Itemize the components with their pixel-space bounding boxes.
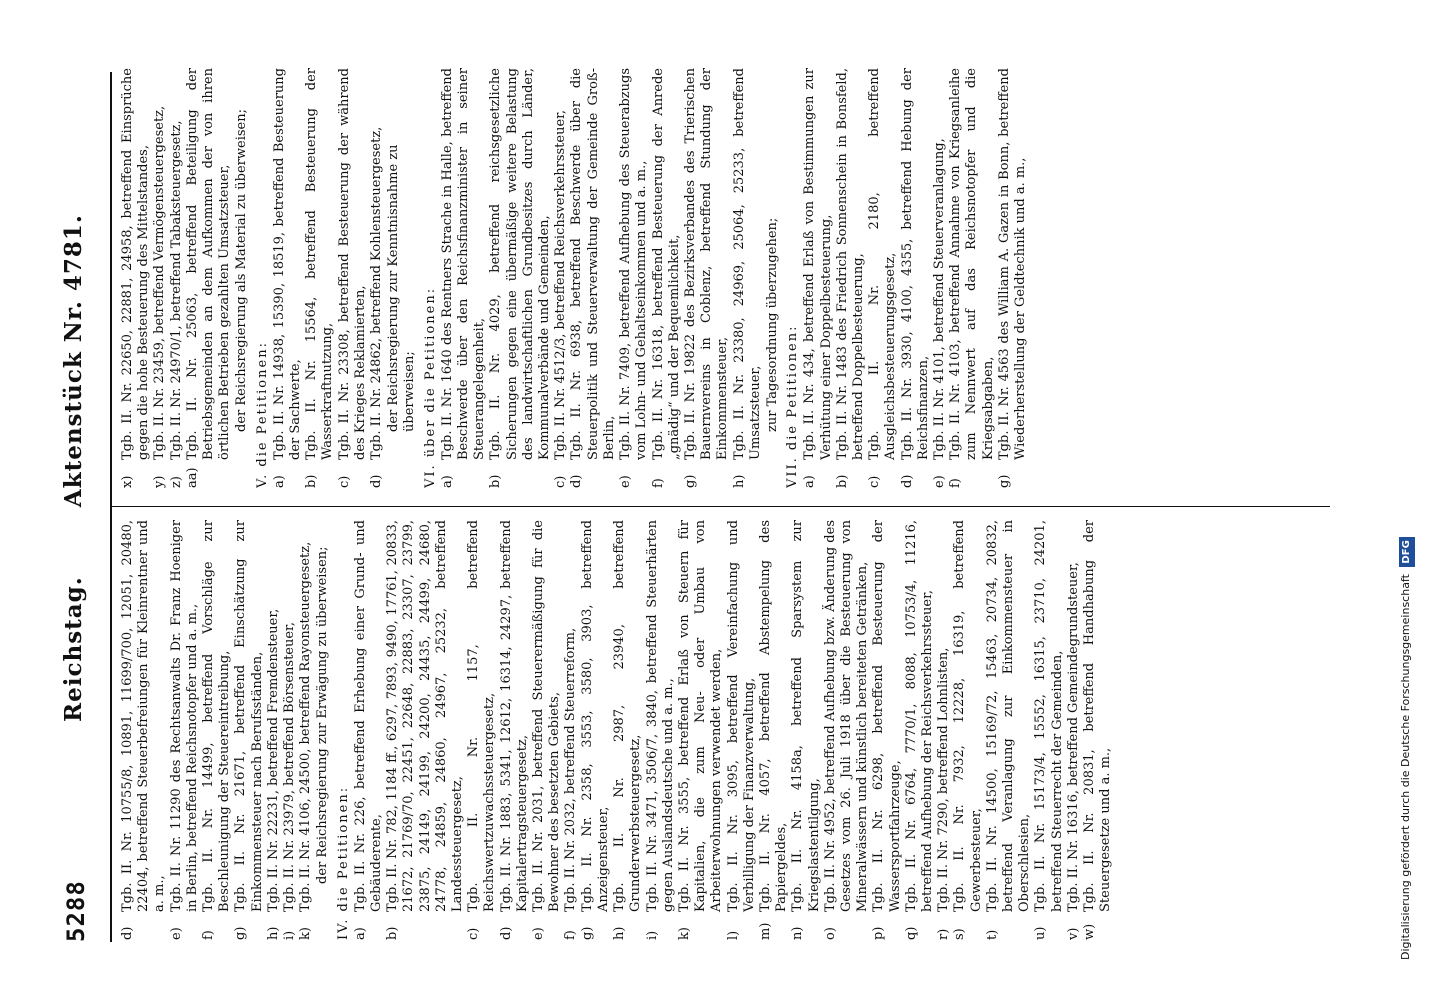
running-title-right: Aktenstück Nr. 4781. (60, 214, 87, 508)
item-text: Tgb. II. Nr. 3930, 4100, 4355, betreffend Hebung der Reichsfinanzen, (899, 68, 931, 460)
item-text: Tgb. II. Nr. 6764, 7770/1, 8088, 10753/4, 11216, betreffend Aufhebung der Reichsverkehrssteuer, (903, 520, 935, 912)
item-label: h) (612, 926, 628, 940)
item-label: c) (867, 475, 883, 488)
item-label: y) (152, 475, 168, 488)
right-note-1: der Reichsregierung als Material zu überweisen; (234, 109, 250, 432)
item-text: Tgb. II. Nr. 14499, betreffend Vorschläge zur Beschleunigung der Steuereintreibung, (201, 520, 233, 912)
item-text: Tgb. II. Nr. 6298, betreffend Besteuerung der Wassersportfahrzeuge, (871, 520, 903, 912)
right-note-2: der Reichsregierung zur Kenntnisnahme zu überweisen; (386, 144, 418, 432)
item-text: Tgb. II. Nr. 4057, betreffend Abstempelung des Papiergeldes, (757, 520, 790, 912)
item-label: e) (618, 475, 634, 488)
item-text: Tgb. II. Nr. 4106, 24500, betreffend Rayonsteuergesetz, (298, 541, 314, 912)
petition-item (466, 520, 498, 940)
item-text: Tgb. II. Nr. 16316, betreffend Gemeindegrundsteuer, (1065, 562, 1081, 912)
petition-item (169, 520, 201, 940)
petition-item (871, 520, 903, 940)
item-label: b) (488, 474, 504, 488)
header-rule (110, 72, 112, 942)
petition-item (531, 520, 563, 940)
item-label: f) (563, 930, 579, 940)
petition-item (499, 520, 531, 940)
item-label: o) (822, 927, 838, 940)
section-v-items (272, 68, 385, 488)
item-text: Tgb. II. Nr. 19822 des Bezirksverbandes des Trierischen Bauernvereins in Coblenz, betreffend Stundung der Einkommensteuer, (682, 68, 731, 460)
item-text: Tgb. II. Nr. 3555, betreffend Erlaß von Steuern für Kapitalien, die zum Neu- oder Umbau von Arbeiterwohnungen verwendet werden, (676, 520, 725, 912)
item-text: Tgb. II. Nr. 2031, betreffend Steuerermäßigung für die Bewohner des besetzten Gebiets, (531, 520, 563, 912)
item-label: u) (1033, 926, 1049, 940)
item-label: v) (1065, 927, 1081, 940)
petition-item (369, 68, 385, 488)
petition-item (337, 68, 369, 488)
item-text: Tgb. II. Nr. 23979, betreffend Börsensteuer, (282, 622, 298, 912)
petition-item (618, 68, 650, 488)
item-text: Tgb. II. Nr. 7409, betreffend Aufhebung des Steuerabzugs vom Lohn- und Gehaltseinkommen und a. m., (618, 68, 650, 460)
item-text: Tgb. II. Nr. 23459, betreffend Vermögensteuergesetz, (152, 105, 168, 460)
item-text: Tgb. II. Nr. 6938, betreffend Beschwerde über die Steuerpolitik und Steuerverwaltung der Gemeinde Groß-Berlin, (569, 68, 617, 460)
item-label: z) (168, 476, 184, 488)
item-text: Tgb. II. Nr. 14938, 15390, 18519, betreffend Besteuerung der Sachwerte, (271, 68, 304, 460)
item-text: Tgb. II. Nr. 22231, betreffend Fremdensteuer, (265, 608, 281, 912)
petition-item (948, 68, 997, 488)
section-vi-items (440, 68, 764, 488)
item-text: Tgb. II. Nr. 4029, betreffend reichsgesetzliche Sicherungen gegen eine übermäßige weitere Belastung des landwirtschaftlichen Grundbesitzes durch Länder, Kommunalverbände und Gemeinden, (488, 68, 553, 460)
item-text: Tgb. II. Nr. 25063, betreffend Beteiligung der Betriebsgemeinden an dem Aufkommen der von ihren örtlichen Betrieben gezahlten Umsatzsteuer, (184, 68, 233, 460)
item-text: Tgb. II. Nr. 4158a, betreffend Sparsystem zur Kriegslastentilgung, (790, 520, 822, 912)
section-vii-items (802, 68, 1029, 488)
section-iv-heading: IV. die Petitionen: (335, 785, 351, 940)
petition-item (867, 68, 899, 488)
petition-item (732, 68, 764, 488)
item-text: Tgb. II. Nr. 7932, 12228, 16319, betreffend Gewerbesteuer, (952, 520, 984, 912)
item-label: d) (120, 926, 135, 940)
item-label: a) (271, 475, 287, 488)
petition-item (233, 520, 265, 940)
item-text: Tgb. II. Nr. 1883, 5341, 12612, 16314, 24297, betreffend Kapitalertragsteuergesetz, (498, 520, 530, 912)
item-label: g) (233, 926, 249, 940)
section-vii-heading: VII. die Petitionen: (785, 324, 801, 488)
item-text: Tgb. II. Nr. 21671, betreffend Einschätzung zur Einkommensteuer nach Berufsständen, (233, 520, 265, 912)
petition-item (985, 520, 1034, 940)
item-label: h) (731, 474, 747, 488)
item-text: Tgb. II. Nr. 15564, betreffend Besteuerung der Wasserkraftnutzung, (304, 68, 336, 460)
item-text: Tgb. II. Nr. 2987, 23940, betreffend Grunderwerbsteuergesetz, (612, 520, 644, 912)
petition-item (272, 68, 304, 488)
item-text: Tgb. II. Nr. 4952, betreffend Aufhebung bzw. Änderung des Gesetzes vom 26. Juli 1918 über die Besteuerung von Mineralwässern und künstlich bereiteten Getränken, (822, 520, 871, 912)
item-text: Tgb. II. Nr. 23380, 24969, 25064, 25233, betreffend Umsatzsteuer, (731, 68, 763, 460)
item-label: g) (682, 474, 698, 488)
petition-item (385, 520, 466, 940)
item-label: a) (352, 927, 368, 940)
petition-item (488, 68, 553, 488)
item-label: c) (466, 927, 482, 940)
item-label: m) (757, 922, 773, 940)
petition-item (120, 68, 152, 488)
item-label: e) (931, 475, 947, 488)
item-label: e) (531, 927, 547, 940)
item-text: Tgb. II. Nr. 226, betreffend Erhebung einer Grund- und Gebäuderente, (352, 520, 385, 912)
digitization-note (1398, 60, 1418, 960)
item-label: h) (265, 926, 281, 940)
item-label: f) (201, 930, 217, 940)
item-label: g) (579, 926, 595, 940)
item-label: l) (725, 930, 741, 940)
petition-item (298, 520, 314, 940)
item-label: r) (936, 928, 952, 940)
petition-item (353, 520, 385, 940)
item-label: b) (385, 926, 401, 940)
left-column (120, 520, 1330, 940)
item-text: Tgb. II. Nr. 434, betreffend Erlaß von Bestimmungen zur Verhütung einer Doppelbesteuerung, (802, 68, 834, 460)
page-header (58, 72, 98, 942)
petition-item (440, 68, 489, 488)
petition-item (651, 68, 683, 488)
petition-item (201, 520, 233, 940)
item-label: t) (984, 929, 1000, 940)
item-text: Tgb. II. Nr. 1157, betreffend Reichswertzuwachssteuergesetz, (466, 520, 498, 912)
item-text: Tgb. II. Nr. 2358, 3553, 3580, 3903, betreffend Anzeigensteuer, (579, 520, 611, 912)
left-items-before (120, 520, 314, 940)
item-label: e) (168, 927, 184, 940)
petition-item (835, 68, 867, 488)
item-text: Tgb. II. Nr. 1640 des Rentners Strache in Halle, betreffend Beschwerde über den Reichsfinanzminister in seiner Steuerangelegenheit, (439, 68, 488, 460)
item-label: a) (439, 475, 455, 488)
item-text: Tgb. II. Nr. 14500, 15169/72, 15463, 20734, 20832, betreffend Veranlagung zur Einkommensteuer in Oberschlesien, (984, 520, 1033, 912)
digitization-text: Digitalisierung gefördert durch die Deutsche Forschungsgemeinschaft (1399, 574, 1412, 960)
dfg-logo: DFG (1399, 537, 1415, 566)
running-title (60, 214, 87, 722)
petition-item (790, 520, 822, 940)
item-label: k) (298, 927, 314, 940)
item-text: Tgb. II. Nr. 22650, 22881, 24958, betreffend Einsprüche gegen die hohe Besteuerung des Mittelstandes, (120, 68, 152, 460)
item-label: g) (996, 474, 1012, 488)
item-text: Tgb. II. Nr. 15173/4, 15552, 16315, 23710, 24201, betreffend Steuerrecht der Gemeinden, (1033, 520, 1065, 912)
right-note-3: zur Tagesordnung überzugehen; (764, 217, 780, 432)
item-label: b) (304, 474, 320, 488)
petition-item (726, 520, 758, 940)
item-label: b) (834, 474, 850, 488)
running-title-left: Reichstag. (60, 576, 87, 722)
item-label: c) (336, 475, 352, 488)
item-text: Tgb. II. Nr. 23308, betreffend Besteuerung der während des Krieges Reklamierten, (336, 68, 368, 460)
petition-item (936, 520, 952, 940)
item-text: Tgb. II. Nr. 4103, betreffend Annahme von Kriegsanleihe zum Nennwert auf das Reichsnotopfer und die Kriegsabgaben, (948, 68, 996, 460)
item-text: Tgb. II. Nr. 16318, betreffend Besteuerung der Anrede „gnädig“ und der Bequemlichkeit, (650, 68, 682, 460)
item-text: Tgb. II. Nr. 2180, betreffend Ausgleichsbesteuerungsgesetz, (867, 68, 899, 460)
petition-item (802, 68, 834, 488)
item-label: f) (650, 478, 666, 488)
petition-item (677, 520, 726, 940)
petition-item (997, 68, 1029, 488)
right-items-before (120, 68, 233, 488)
petition-item (1066, 520, 1082, 940)
section-iv-items (353, 520, 1115, 940)
petition-item (580, 520, 612, 940)
item-label: i) (644, 930, 660, 940)
petition-item (683, 68, 732, 488)
item-text: Tgb. II. Nr. 10755/8, 10891, 11699/700, 12051, 20480, 22404, betreffend Steuerbefreiungen für Kleinrentner und a. m., (120, 520, 168, 912)
item-label: i) (282, 930, 298, 940)
page-number: 5288 (62, 880, 90, 942)
item-label: a) (802, 475, 818, 488)
petition-item (932, 68, 948, 488)
petition-item (900, 68, 932, 488)
petition-item (952, 520, 984, 940)
petition-item (266, 520, 282, 940)
item-label: s) (952, 928, 968, 940)
petition-item (1033, 520, 1065, 940)
item-text: Tgb. II. Nr. 4563 des William A. Gazen in Bonn, betreffend Wiederherstellung der Geldtechnik und a. m., (996, 68, 1028, 460)
item-text: Tgb. II. Nr. 3471, 3506/7, 3840, betreffend Steuerhärten gegen Auslandsdeutsche und a. m., (644, 520, 676, 912)
item-label: d) (569, 474, 585, 488)
item-label: w) (1081, 923, 1097, 940)
item-text: Tgb. II. Nr. 1483 des Friedrich Sonnenschein in Bonsfeld, betreffend Doppelbesteuerung, (834, 68, 866, 460)
item-label: n) (790, 926, 806, 940)
item-label: x) (120, 475, 135, 488)
left-note-1: der Reichsregierung zur Erwägung zu überweisen; (315, 546, 331, 884)
item-label: d) (899, 474, 915, 488)
item-text: Tgb. II. Nr. 11290 des Rechtsanwalts Dr. Franz Hoeniger in Berlin, betreffend Reichsnotopfer und a. m., (168, 520, 200, 912)
petition-item (282, 520, 298, 940)
item-text: Tgb. II. Nr. 20831, betreffend Handhabung der Steuergesetze und a. m., (1081, 520, 1114, 912)
item-label: p) (871, 926, 887, 940)
section-vi-heading: VI. über die Petitionen: (422, 286, 438, 488)
right-column (120, 68, 1330, 488)
petition-item (304, 68, 336, 488)
item-label: aa) (184, 467, 200, 488)
petition-item (185, 68, 234, 488)
item-text: Tgb. II. Nr. 2032, betreffend Steuerreform, (563, 627, 579, 912)
item-label: d) (498, 926, 514, 940)
petition-item (645, 520, 677, 940)
column-divider (110, 506, 1330, 507)
petition-item (612, 520, 644, 940)
petition-item (904, 520, 936, 940)
petition-item (569, 68, 618, 488)
item-label: d) (369, 474, 385, 488)
item-label: q) (903, 926, 919, 940)
section-v-heading: V. die Petitionen: (254, 341, 270, 488)
item-label: f) (948, 478, 964, 488)
petition-item (169, 68, 185, 488)
petition-item (758, 520, 790, 940)
item-text: Tgb. II. Nr. 24862, betreffend Kohlensteuergesetz, (369, 126, 385, 460)
item-text: Tgb. II. Nr. 4101, betreffend Steuerveranlagung, (931, 138, 947, 460)
petition-item (553, 68, 569, 488)
item-text: Tgb. II. Nr. 4512/3, betreffend Reichsverkehrssteuer, (553, 109, 569, 460)
item-text: Tgb. II. Nr. 782, 1184 ff., 6297, 7893, 9490, 17761, 20833, 21672, 21769/70, 22451, 22648, 22883, 23307, 23799, 23875, 24149, 24199, 24200, 24435, 24499, 24680, 24778, 24859, 24860, 24967, 25232, betreffend Landessteuergesetz, (385, 520, 466, 912)
item-text: Tgb. II. Nr. 24970/1, betreffend Tabaksteuergesetz, (168, 120, 184, 460)
item-label: k) (676, 927, 692, 940)
petition-item (1082, 520, 1114, 940)
item-text: Tgb. II. Nr. 7290, betreffend Lohnlisten, (936, 647, 952, 912)
petition-item (823, 520, 872, 940)
petition-item (152, 68, 168, 488)
petition-item (563, 520, 579, 940)
item-text: Tgb. II. Nr. 3095, betreffend Vereinfachung und Verbilligung der Finanzverwaltung, (725, 520, 757, 912)
item-label: c) (553, 475, 569, 488)
petition-item (120, 520, 169, 940)
